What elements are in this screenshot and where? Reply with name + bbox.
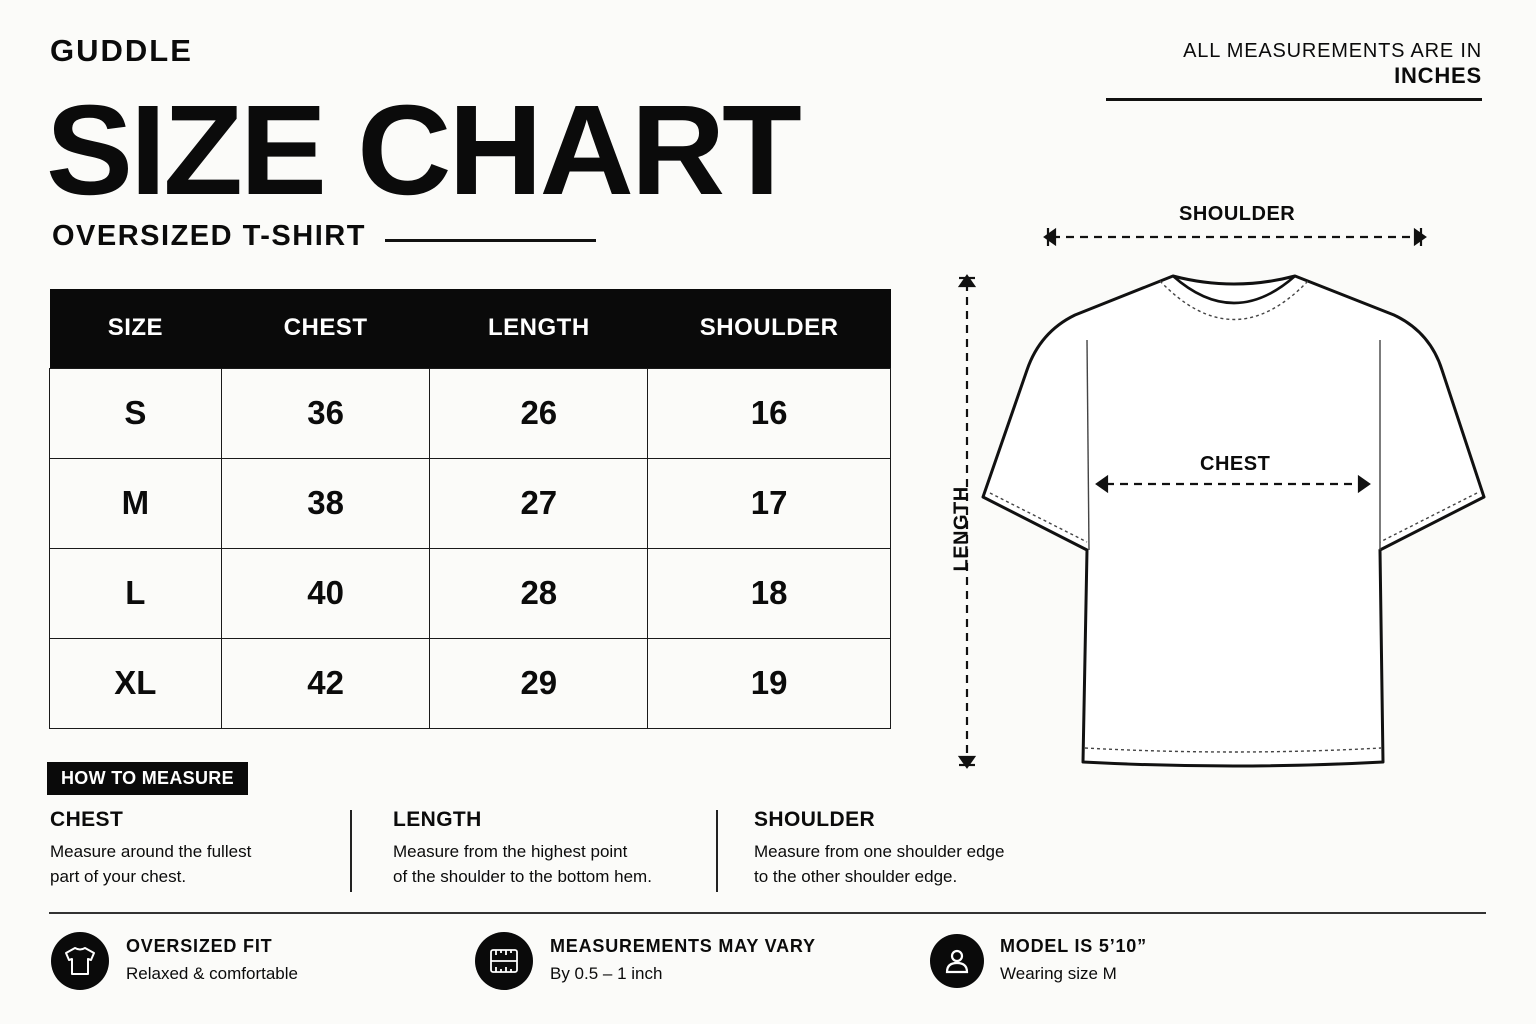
feature-subtitle: Wearing size M (1000, 964, 1117, 983)
table-cell: 38 (221, 458, 430, 548)
footer-divider (49, 912, 1486, 914)
units-prefix: ALL MEASUREMENTS ARE IN (1183, 40, 1482, 62)
table-cell: 28 (430, 548, 648, 638)
feature-title: MEASUREMENTS MAY VARY (550, 936, 816, 956)
shoulder-arrow (1045, 228, 1425, 246)
length-label: LENGTH (950, 486, 973, 572)
feature-title: OVERSIZED FIT (126, 936, 273, 956)
measure-line: to the other shoulder edge. (754, 867, 958, 886)
table-cell: XL (50, 638, 222, 728)
table-cell: 19 (648, 638, 891, 728)
measure-length (393, 808, 713, 889)
feature-subtitle: By 0.5 – 1 inch (550, 964, 663, 983)
measure-line: part of your chest. (50, 867, 187, 886)
measure-title: SHOULDER (754, 808, 876, 831)
table-cell: 36 (221, 368, 430, 458)
units-value: INCHES (1394, 63, 1482, 88)
feature-subtitle: Relaxed & comfortable (126, 964, 298, 983)
table-cell: 27 (430, 458, 648, 548)
table-cell: 16 (648, 368, 891, 458)
tshirt-icon (51, 932, 109, 990)
table-cell: 42 (221, 638, 430, 728)
chest-label: CHEST (1200, 453, 1271, 475)
table-cell: 17 (648, 458, 891, 548)
table-cell: 40 (221, 548, 430, 638)
page-title: SIZE CHART (46, 79, 799, 222)
table-cell: S (50, 368, 222, 458)
ruler-icon (475, 932, 533, 990)
measure-line: of the shoulder to the bottom hem. (393, 867, 652, 886)
table-cell: L (50, 548, 222, 638)
person-icon (930, 934, 984, 988)
column-header: SHOULDER (648, 289, 891, 368)
table-cell: 18 (648, 548, 891, 638)
tshirt-outline (983, 276, 1484, 766)
measure-line: Measure from one shoulder edge (754, 842, 1005, 861)
how-to-measure-badge: HOW TO MEASURE (47, 762, 248, 795)
measure-title: LENGTH (393, 808, 482, 831)
table-cell: M (50, 458, 222, 548)
table-cell: 29 (430, 638, 648, 728)
page-subtitle: OVERSIZED T-SHIRT (52, 220, 366, 252)
divider (716, 810, 718, 892)
table-cell: 26 (430, 368, 648, 458)
brand-logo: GUDDLE (50, 33, 193, 68)
measure-title: CHEST (50, 808, 124, 831)
column-header: SIZE (50, 289, 222, 368)
column-header: CHEST (221, 289, 430, 368)
measure-line: Measure around the fullest (50, 842, 252, 861)
feature-title: MODEL IS 5’10” (1000, 936, 1147, 956)
measure-chest (50, 808, 350, 889)
column-header: LENGTH (430, 289, 648, 368)
measure-shoulder (754, 808, 1054, 889)
measure-line: Measure from the highest point (393, 842, 628, 861)
shoulder-label: SHOULDER (1179, 203, 1296, 225)
divider (350, 810, 352, 892)
